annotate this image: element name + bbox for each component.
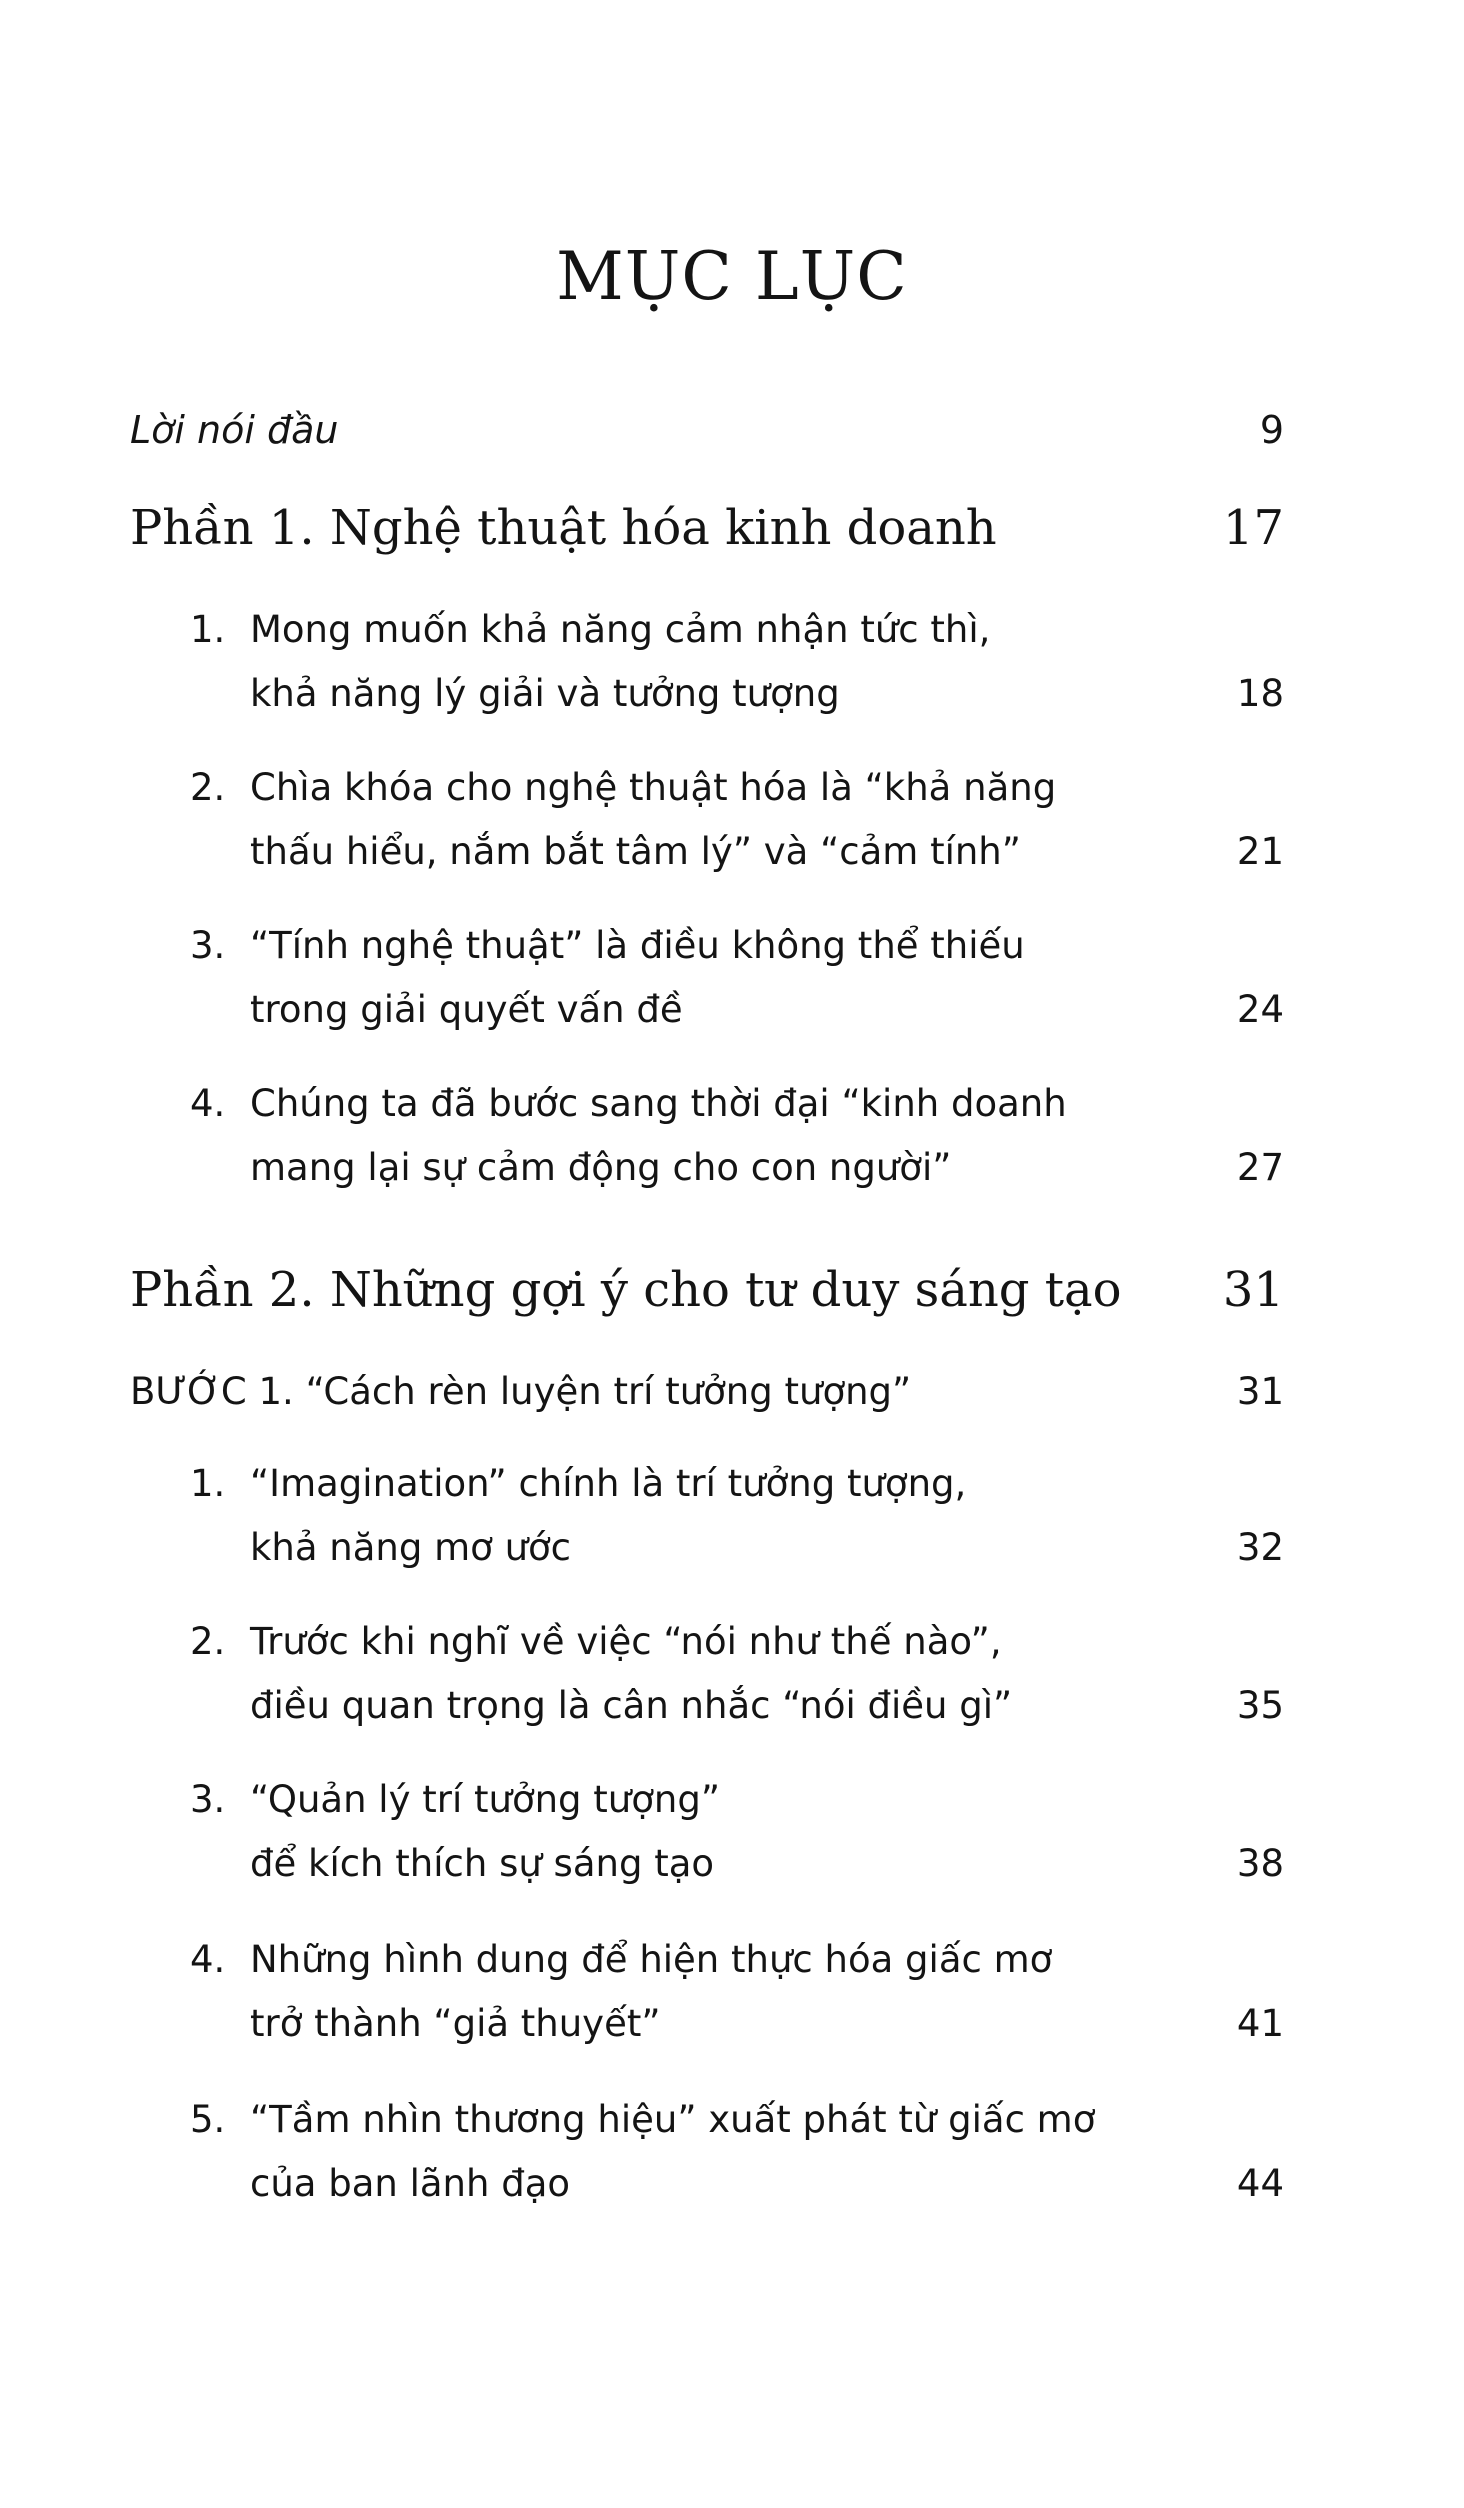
item-title-line2: trong giải quyết vấn đề — [250, 988, 683, 1031]
item-page: 44 — [1236, 2162, 1284, 2205]
item-title-line2: khả năng lý giải và tưởng tượng — [250, 672, 840, 715]
item-title-line1: “Quản lý trí tưởng tượng” — [250, 1778, 720, 1821]
item-page: 35 — [1236, 1684, 1284, 1727]
item-number: 3. — [190, 924, 226, 967]
item-title-line2: khả năng mơ ước — [250, 1526, 572, 1569]
part2-label: Phần 2. Những gợi ý cho tư duy sáng tạo — [130, 1262, 1122, 1318]
step1-page: 31 — [1236, 1370, 1284, 1413]
toc-title: MỤC LỤC — [556, 238, 908, 315]
item-title-line2: của ban lãnh đạo — [250, 2162, 571, 2205]
preface-label: Lời nói đầu — [130, 408, 339, 452]
item-number: 3. — [190, 1778, 226, 1821]
item-title-line2: để kích thích sự sáng tạo — [250, 1842, 715, 1885]
item-title-line1: Những hình dung để hiện thực hóa giấc mơ — [250, 1938, 1053, 1981]
item-title-line2: thấu hiểu, nắm bắt tâm lý” và “cảm tính” — [250, 830, 1021, 873]
item-page: 41 — [1236, 2002, 1284, 2045]
item-page: 24 — [1236, 988, 1284, 1031]
item-title-line1: Mong muốn khả năng cảm nhận tức thì, — [250, 608, 991, 651]
part2-page: 31 — [1222, 1262, 1284, 1318]
item-number: 4. — [190, 1082, 226, 1125]
part1-page: 17 — [1222, 500, 1284, 556]
item-title-line1: Chìa khóa cho nghệ thuật hóa là “khả năng — [250, 766, 1057, 809]
item-number: 5. — [190, 2098, 226, 2141]
part1-label: Phần 1. Nghệ thuật hóa kinh doanh — [130, 500, 997, 556]
item-number: 2. — [190, 1620, 226, 1663]
item-title-line1: Chúng ta đã bước sang thời đại “kinh doanh — [250, 1082, 1067, 1125]
item-title-line2: trở thành “giả thuyết” — [250, 2002, 661, 2045]
item-number: 4. — [190, 1938, 226, 1981]
item-title-line1: “Tầm nhìn thương hiệu” xuất phát từ giấc mơ — [250, 2098, 1096, 2141]
item-title-line1: “Tính nghệ thuật” là điều không thể thiếu — [250, 924, 1025, 967]
item-title-line2: mang lại sự cảm động cho con người” — [250, 1146, 952, 1189]
preface-page: 9 — [1259, 408, 1284, 452]
item-title-line2: điều quan trọng là cân nhắc “nói điều gì” — [250, 1684, 1013, 1727]
step1-label: BƯỚC 1. “Cách rèn luyện trí tưởng tượng” — [130, 1370, 912, 1413]
item-page: 32 — [1236, 1526, 1284, 1569]
item-page: 21 — [1236, 830, 1284, 873]
item-number: 1. — [190, 1462, 226, 1505]
item-number: 1. — [190, 608, 226, 651]
item-page: 27 — [1236, 1146, 1284, 1189]
item-title-line1: Trước khi nghĩ về việc “nói như thế nào”, — [250, 1620, 1002, 1663]
item-page: 18 — [1236, 672, 1284, 715]
item-title-line1: “Imagination” chính là trí tưởng tượng, — [250, 1462, 967, 1505]
item-number: 2. — [190, 766, 226, 809]
item-page: 38 — [1236, 1842, 1284, 1885]
